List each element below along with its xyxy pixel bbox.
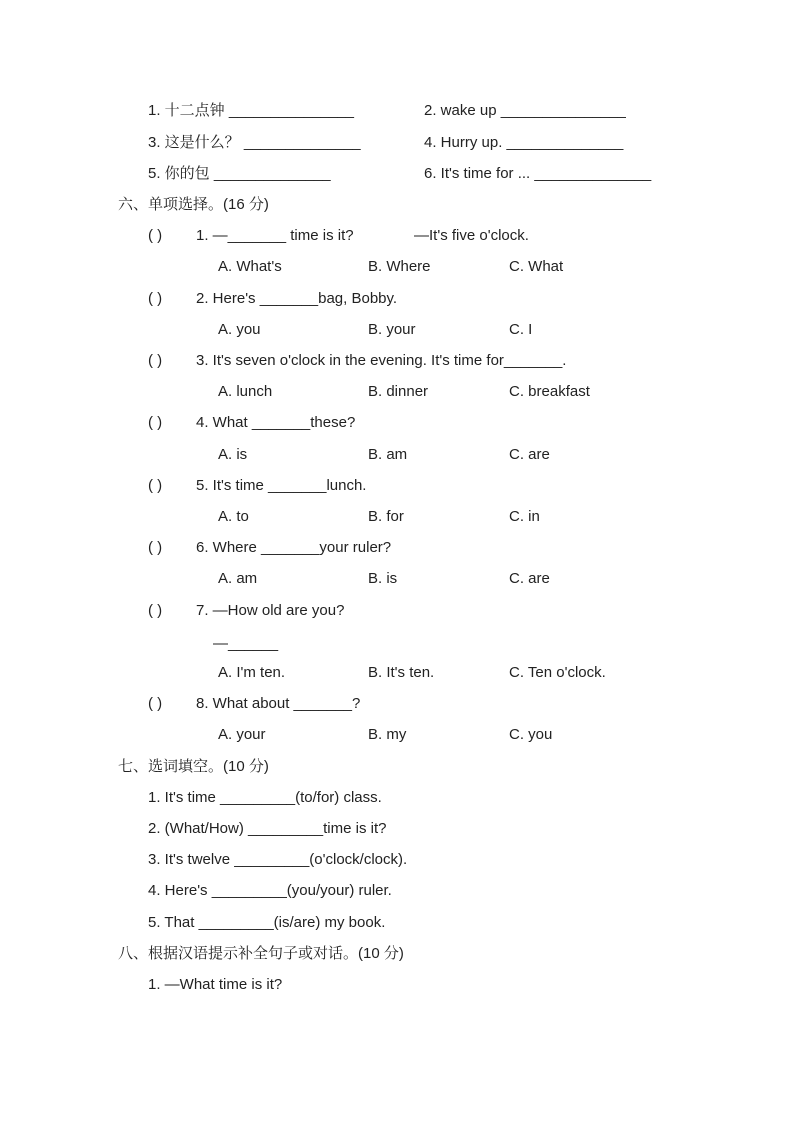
option-a: A. What's (218, 258, 282, 275)
option-a: A. your (218, 726, 266, 743)
fill-item: 4. Here's _________(you/your) ruler. (148, 882, 392, 899)
section-6-heading: 六、单项选择。(16 分) (118, 196, 269, 213)
question-stem: 7. —How old are you? (196, 602, 345, 619)
question-stem: 2. Here's _______bag, Bobby. (196, 290, 398, 307)
option-b: B. am (368, 446, 408, 463)
fill-item: 5. That _________(is/are) my book. (148, 914, 386, 931)
option-b: B. dinner (368, 383, 429, 400)
option-c: C. you (509, 726, 553, 743)
answer-line: —______ (213, 635, 279, 652)
option-b: B. is (368, 570, 398, 587)
option-c: C. I (509, 321, 533, 338)
option-c: C. in (509, 508, 540, 525)
section-8-heading: 八、根据汉语提示补全句子或对话。(10 分) (118, 945, 404, 962)
translation-row (0, 133, 794, 153)
option-b: B. It's ten. (368, 664, 435, 681)
question-stem: 4. What _______these? (196, 414, 356, 431)
option-c: C. breakfast (509, 383, 590, 400)
question-stem: 1. —_______ time is it? (196, 227, 354, 244)
option-a: A. I'm ten. (218, 664, 286, 681)
fill-item: 2. (What/How) _________time is it? (148, 820, 387, 837)
option-a: A. am (218, 570, 258, 587)
answer-blank: ( ) (148, 290, 163, 307)
fill-item: 1. It's time _________(to/for) class. (148, 789, 382, 806)
answer-blank: ( ) (148, 602, 163, 619)
question-stem: 5. It's time _______lunch. (196, 477, 367, 494)
option-b: B. for (368, 508, 404, 525)
answer-blank: ( ) (148, 352, 163, 369)
option-c: C. Ten o'clock. (509, 664, 606, 681)
option-a: A. lunch (218, 383, 273, 400)
translation-item: 1. 十二点钟 _______________ (148, 102, 354, 119)
answer-blank: ( ) (148, 414, 163, 431)
section-7-heading: 七、选词填空。(10 分) (118, 758, 269, 775)
option-a: A. is (218, 446, 248, 463)
answer-blank: ( ) (148, 539, 163, 556)
option-c: C. are (509, 570, 550, 587)
answer-blank: ( ) (148, 477, 163, 494)
answer-blank: ( ) (148, 695, 163, 712)
fill-item: 3. It's twelve _________(o'clock/clock). (148, 851, 408, 868)
option-b: B. Where (368, 258, 431, 275)
question-aside: —It's five o'clock. (414, 227, 529, 244)
option-c: C. What (509, 258, 564, 275)
dialog-item: 1. —What time is it? (148, 976, 283, 993)
option-b: B. your (368, 321, 416, 338)
option-a: A. to (218, 508, 249, 525)
question-stem: 3. It's seven o'clock in the evening. It's time for_______. (196, 352, 567, 369)
translation-row (0, 164, 794, 184)
translation-row (0, 101, 794, 121)
question-stem: 6. Where _______your ruler? (196, 539, 392, 556)
option-a: A. you (218, 321, 261, 338)
answer-blank: ( ) (148, 227, 163, 244)
question-stem: 8. What about _______? (196, 695, 361, 712)
translation-item: 3. 这是什么？ ______________ (148, 134, 361, 151)
option-c: C. are (509, 446, 550, 463)
translation-item: 6. It's time for ... ______________ (424, 165, 652, 182)
option-b: B. my (368, 726, 407, 743)
translation-item: 2. wake up _______________ (424, 102, 626, 119)
translation-item: 4. Hurry up. ______________ (424, 134, 624, 151)
translation-item: 5. 你的包 ______________ (148, 165, 331, 182)
